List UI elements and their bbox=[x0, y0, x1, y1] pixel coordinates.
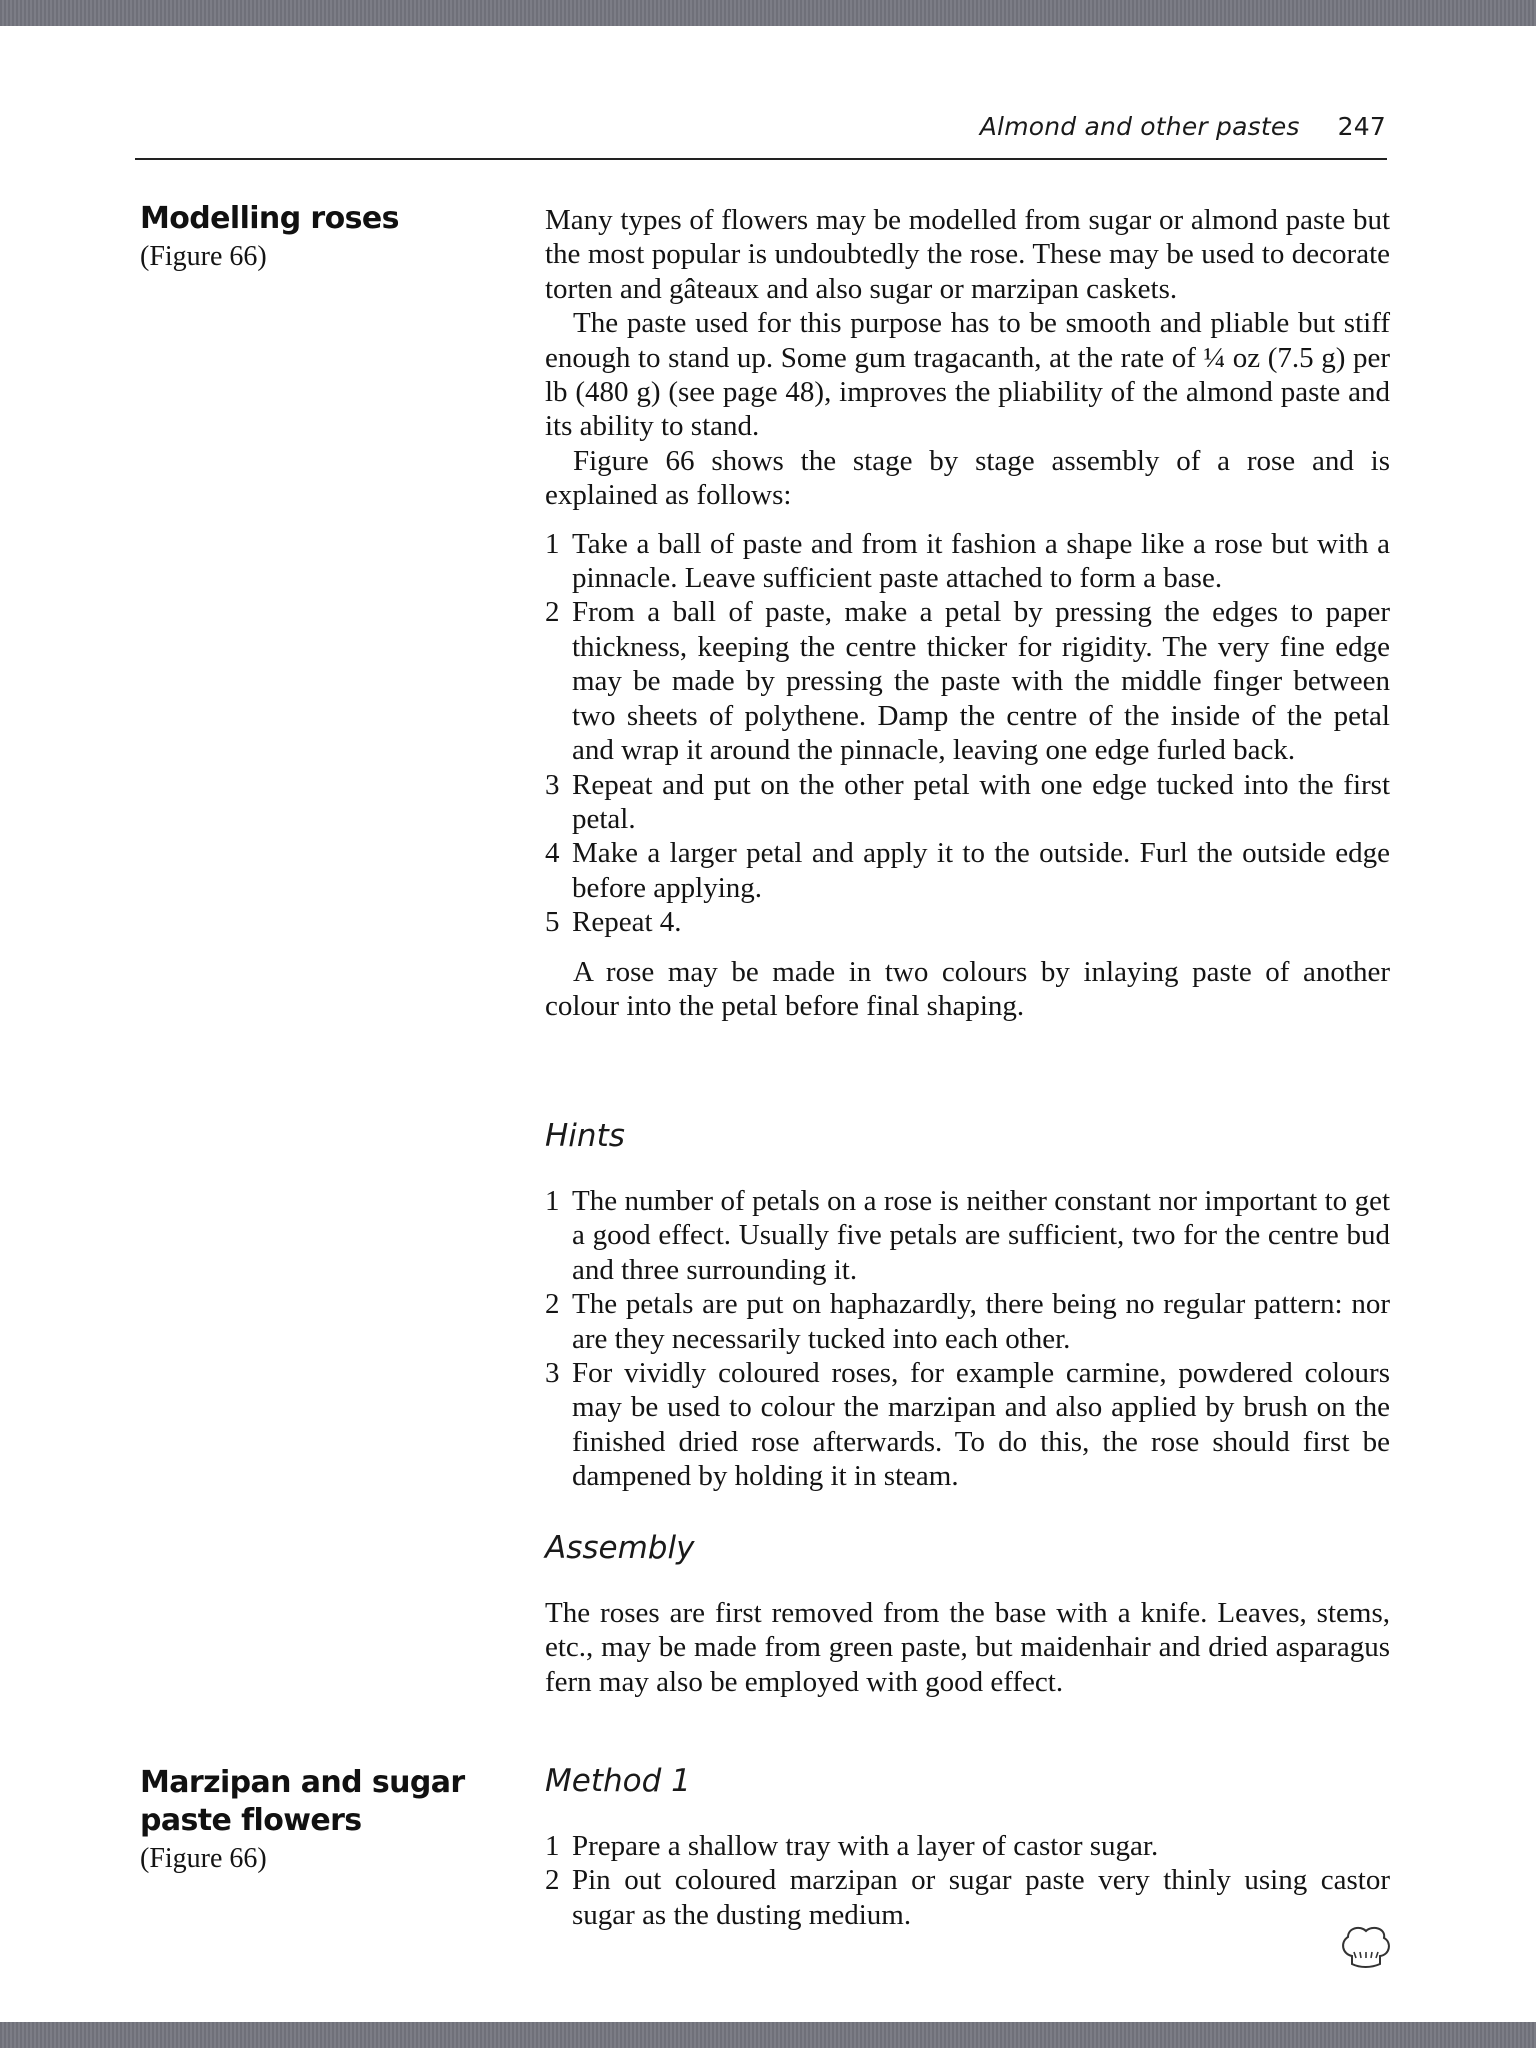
paragraph: The paste used for this purpose has to be smooth and pliable but stiff enough to stand up. Some gum tragacanth, at the rate of ¼ oz (7.5 g) per lb (480 g) (see page 48), improves the pliability of the almond paste and its ability to stand. bbox=[545, 307, 1390, 443]
assembly-heading: Assembly bbox=[545, 1530, 695, 1566]
paragraph: The roses are first removed from the base with a knife. Leaves, stems, etc., may be made from green paste, but maidenhair and dried asparagus fern may also be employed with good effect. bbox=[545, 1597, 1390, 1698]
paragraph: A rose may be made in two colours by inlaying paste of another colour into the petal before final shaping. bbox=[545, 955, 1390, 1022]
running-head bbox=[980, 112, 1386, 141]
section-title: Marzipan and sugar paste flowers bbox=[140, 1765, 465, 1838]
list-item: 5 Repeat 4. bbox=[545, 906, 682, 939]
assembly-section bbox=[545, 1528, 1390, 1699]
side-heading-marzipan-flowers bbox=[140, 1764, 470, 1878]
list-item: 1 Take a ball of paste and from it fashion a shape like a rose but with a pinnacle. Leave sufficient paste attached to form a base. bbox=[545, 527, 1390, 595]
hints-heading: Hints bbox=[545, 1118, 625, 1154]
rose-steps-list bbox=[545, 527, 1390, 940]
side-heading-modelling-roses bbox=[140, 200, 470, 276]
method-1-section bbox=[545, 1761, 1390, 1932]
scan-bottom-edge bbox=[0, 2022, 1536, 2048]
hints-section bbox=[545, 1116, 1390, 1494]
list-item: 2 Pin out coloured marzipan or sugar paste very thinly using castor sugar as the dusting medium. bbox=[545, 1864, 1390, 1931]
figure-reference: (Figure 66) bbox=[140, 241, 267, 272]
modelling-roses-body bbox=[545, 203, 1390, 1023]
list-item: 3 For vividly coloured roses, for example carmine, powdered colours may be used to colour the marzipan and also applied by brush on the finished dried rose afterwards. To do this, the rose should first be dampened by holding it in steam. bbox=[545, 1357, 1390, 1493]
list-item: 3 Repeat and put on the other petal with one edge tucked into the first petal. bbox=[545, 768, 1390, 835]
hints-list bbox=[545, 1184, 1390, 1494]
list-item: 1 The number of petals on a rose is neither constant nor important to get a good effect. Usually five petals are sufficient, two for the centre bud and three surrounding it. bbox=[545, 1185, 1390, 1286]
running-head-title: Almond and other pastes bbox=[979, 112, 1300, 141]
figure-reference: (Figure 66) bbox=[140, 1843, 267, 1874]
list-item: 2 From a ball of paste, make a petal by pressing the edges to paper thickness, keeping the centre thicker for rigidity. The very fine edge may be made by pressing the paste with the middle finger between two sheets of polythene. Damp the centre of the inside of the petal and wrap it around the pinnacle, leaving one edge furled back. bbox=[545, 596, 1390, 767]
page-number: 247 bbox=[1337, 112, 1386, 141]
method-steps-list bbox=[545, 1829, 1390, 1932]
scan-top-edge bbox=[0, 0, 1536, 26]
chef-hat-icon bbox=[1338, 1922, 1394, 1972]
section-title: Modelling roses bbox=[140, 201, 399, 236]
list-item: 2 The petals are put on haphazardly, there being no regular pattern: nor are they necessarily tucked into each other. bbox=[545, 1288, 1390, 1355]
method-heading: Method 1 bbox=[545, 1763, 691, 1799]
paragraph: Figure 66 shows the stage by stage assembly of a rose and is explained as follows: bbox=[545, 444, 1390, 512]
list-item: 1 Prepare a shallow tray with a layer of castor sugar. bbox=[545, 1830, 1159, 1862]
paragraph: Many types of flowers may be modelled from sugar or almond paste but the most popular is undoubtedly the rose. These may be used to decorate torten and gâteaux and also sugar or marzipan caskets. bbox=[545, 204, 1390, 305]
header-rule bbox=[135, 158, 1387, 160]
list-item: 4 Make a larger petal and apply it to the outside. Furl the outside edge before applying. bbox=[545, 837, 1390, 904]
